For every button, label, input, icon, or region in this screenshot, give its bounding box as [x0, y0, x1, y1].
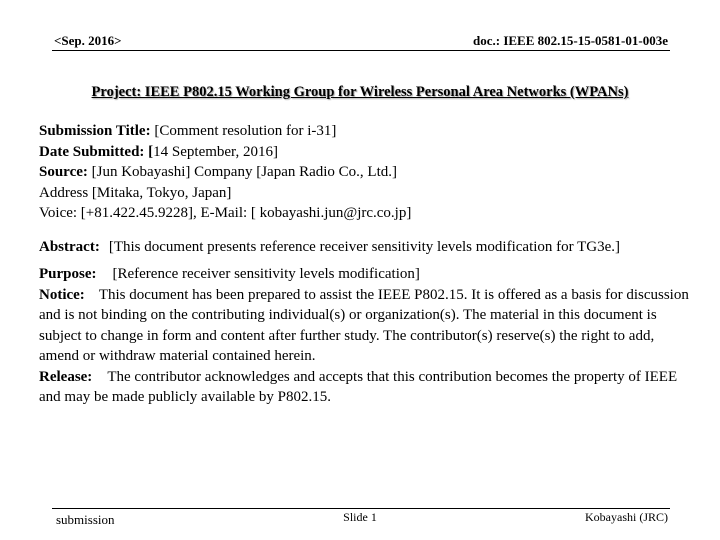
footer-submission: submission — [56, 512, 115, 527]
submission-title-value: [Comment resolution for i-31] — [154, 123, 337, 139]
footer-divider — [52, 508, 670, 509]
notice-label: Notice: — [39, 286, 85, 303]
notice-paragraph — [39, 285, 689, 367]
date-submitted-line — [39, 142, 689, 163]
slide-number: Slide 1 — [343, 510, 377, 524]
submission-title-line — [39, 121, 689, 142]
date-submitted-value: 14 September, 2016] — [153, 143, 278, 160]
project-title: Project: IEEE P802.15 Working Group for Wireless Personal Area Networks (WPANs) — [91, 84, 629, 100]
source-line — [39, 162, 689, 183]
source-value: [Jun Kobayashi] Company [Japan Radio Co., Ltd.] — [91, 164, 398, 180]
purpose-line — [39, 264, 689, 285]
abstract-label: Abstract: — [39, 238, 100, 255]
header-doc-id: doc.: IEEE 802.15-15-0581-01-003e — [473, 33, 668, 48]
release-value: The contributor acknowledges and accepts that this contribution becomes the property of IEEE and may be made publicly available by P802.15. — [39, 368, 678, 405]
footer-author: Kobayashi (JRC) — [585, 510, 668, 524]
purpose-label: Purpose: — [39, 266, 97, 282]
purpose-value: [Reference receiver sensitivity levels modification] — [112, 266, 420, 282]
release-label: Release: — [39, 368, 93, 385]
date-submitted-label: Date Submitted: [ — [39, 143, 154, 160]
notice-value: This document has been prepared to assist the IEEE P802.15. It is offered as a basis for discussion and is not binding on the contributing individual(s) or organization(s). The material in this document is subject to change in form and content after further study. The contributor(s) reserve(s) the right to add, amend or withdraw material contained herein. — [39, 286, 689, 364]
header-divider — [52, 50, 670, 51]
submission-title-label: Submission Title: — [39, 123, 151, 139]
source-label: Source: — [39, 164, 88, 180]
address-line: Address [Mitaka, Tokyo, Japan] — [39, 184, 232, 201]
document-body — [39, 121, 689, 408]
header-date: <Sep. 2016> — [54, 33, 122, 48]
voice-line: Voice: [+81.422.45.9228], E-Mail: [ kobayashi.jun@jrc.co.jp] — [39, 205, 412, 221]
release-paragraph — [39, 367, 689, 408]
abstract-value: [This document presents reference receiver sensitivity levels modification for TG3e.] — [108, 238, 621, 255]
abstract-line — [39, 237, 689, 258]
